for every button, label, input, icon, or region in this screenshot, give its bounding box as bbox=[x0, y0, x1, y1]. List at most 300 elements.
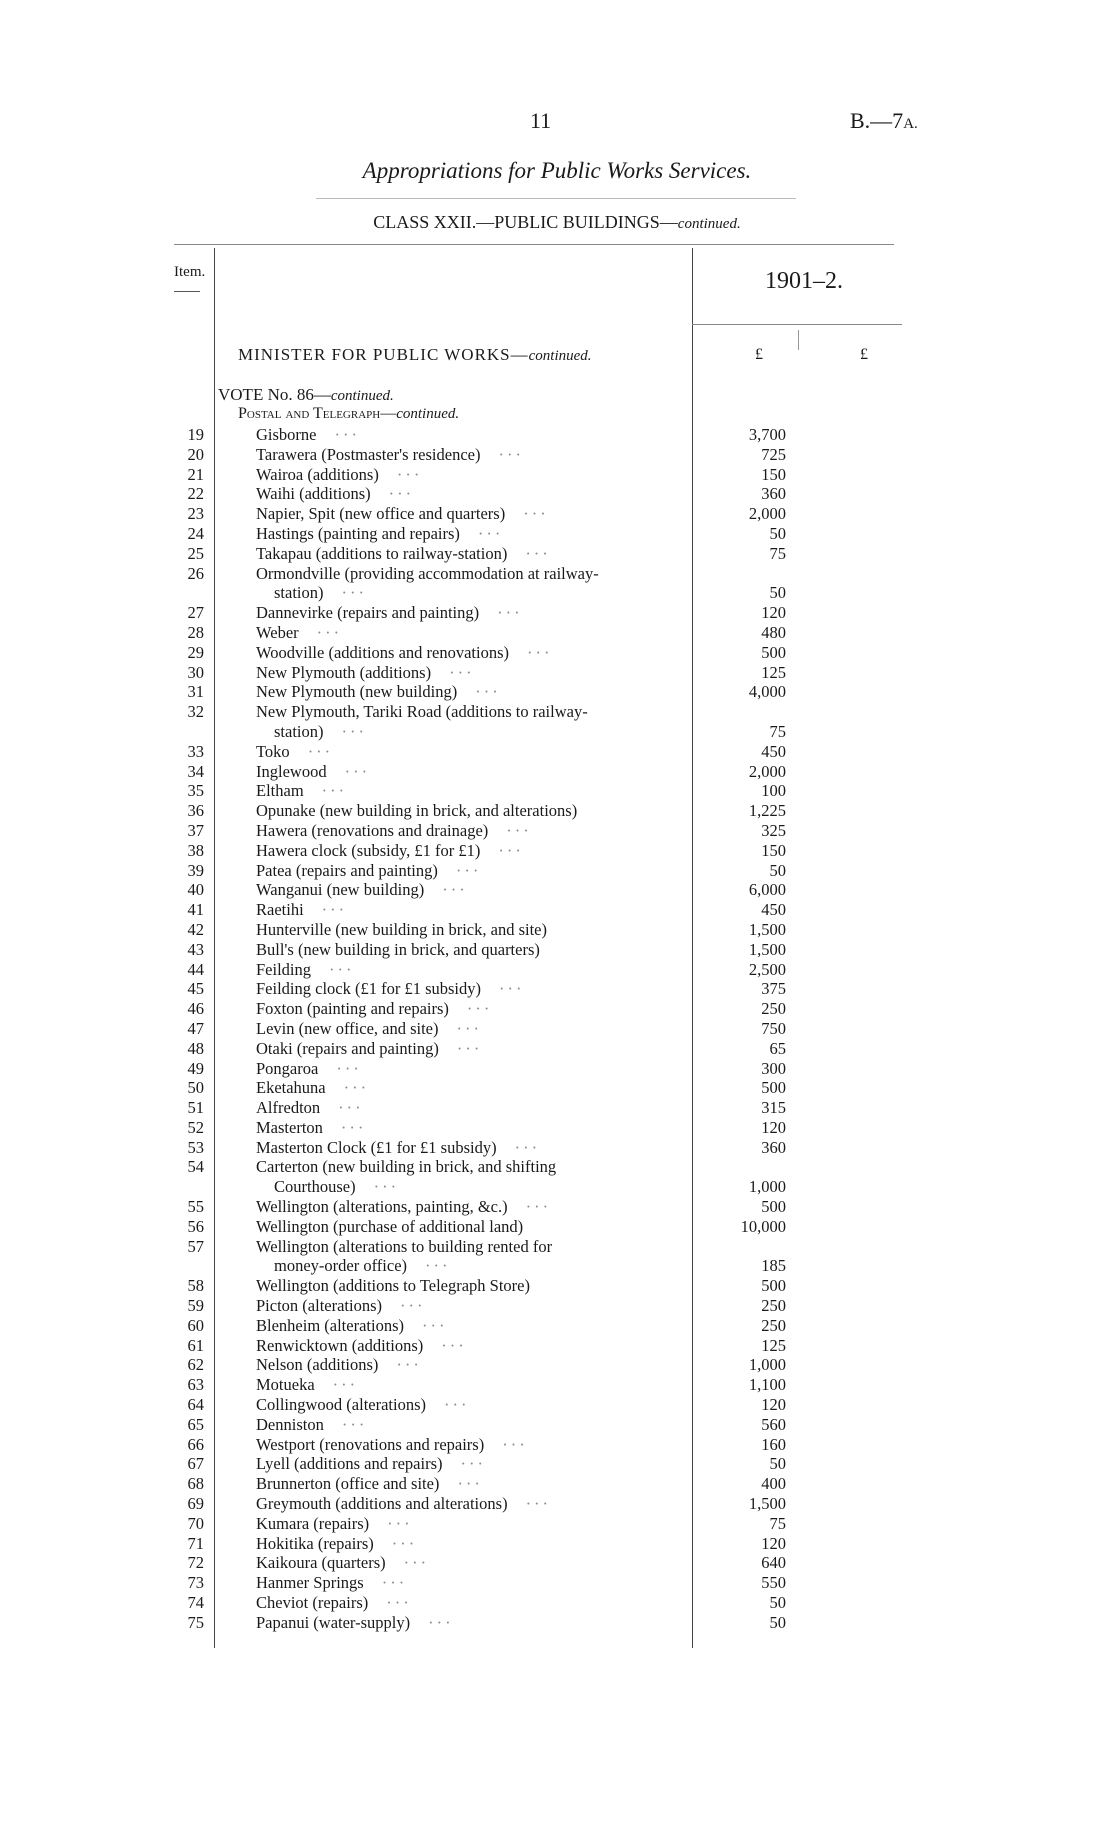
year-header-rule bbox=[692, 324, 902, 325]
table-row bbox=[0, 1395, 1114, 1415]
item-description bbox=[256, 544, 688, 564]
item-description-text: Hawera (renovations and drainage) bbox=[256, 820, 489, 840]
item-number: 27 bbox=[187, 603, 204, 623]
item-amount: 500 bbox=[761, 642, 786, 662]
table-row bbox=[0, 979, 1114, 999]
subsection-heading bbox=[238, 405, 459, 423]
class-title-text: CLASS XXII.—PUBLIC BUILDINGS— bbox=[373, 212, 678, 232]
item-description bbox=[256, 1078, 688, 1098]
table-row bbox=[0, 1593, 1114, 1613]
leader-dots: ··· bbox=[422, 1315, 448, 1335]
table-row bbox=[0, 702, 1114, 742]
leader-dots: ··· bbox=[506, 820, 532, 840]
item-amount: 725 bbox=[761, 444, 786, 464]
item-number: 43 bbox=[187, 939, 204, 959]
item-description bbox=[256, 504, 688, 524]
item-description bbox=[256, 1177, 688, 1197]
leader-dots: ··· bbox=[525, 1197, 552, 1217]
item-amount: 150 bbox=[761, 464, 786, 484]
item-description bbox=[256, 425, 688, 445]
item-description bbox=[256, 1138, 688, 1158]
item-description bbox=[256, 1296, 688, 1316]
item-description bbox=[256, 1118, 688, 1138]
item-description-text: Feilding clock (£1 for £1 subsidy) bbox=[256, 979, 482, 999]
item-number: 31 bbox=[187, 682, 204, 702]
item-description-text: Courthouse) bbox=[274, 1177, 356, 1197]
item-description-text: Carterton (new building in brick, and shifting bbox=[256, 1157, 557, 1177]
table-row bbox=[0, 564, 1114, 604]
item-description-text: Hanmer Springs bbox=[256, 1573, 364, 1593]
item-amount: 125 bbox=[761, 1335, 786, 1355]
leader-dots: ··· bbox=[498, 444, 524, 464]
subsection-heading-continued: continued. bbox=[396, 406, 460, 422]
item-description-text: Motueka bbox=[256, 1375, 315, 1395]
item-description-text: Westport (renovations and repairs) bbox=[256, 1434, 485, 1454]
item-description-text: Takapau (additions to railway-station) bbox=[256, 543, 508, 563]
item-number: 62 bbox=[187, 1355, 204, 1375]
leader-dots: ··· bbox=[341, 583, 367, 603]
table-row bbox=[0, 643, 1114, 663]
item-number: 22 bbox=[187, 484, 204, 504]
leader-dots: ··· bbox=[336, 1058, 362, 1078]
table-row bbox=[0, 742, 1114, 762]
leader-dots: ··· bbox=[425, 1256, 451, 1276]
appropriation-table-body bbox=[0, 425, 1114, 1633]
item-description bbox=[256, 742, 688, 762]
item-description-text: Picton (alterations) bbox=[256, 1296, 383, 1316]
item-description-text: Wellington (alterations to building rented for bbox=[256, 1236, 553, 1256]
minister-heading-continued: continued. bbox=[528, 348, 592, 364]
item-number: 49 bbox=[187, 1058, 204, 1078]
item-description-text: Wellington (alterations, painting, &c.) bbox=[256, 1197, 508, 1217]
item-number: 38 bbox=[187, 840, 204, 860]
table-row bbox=[0, 801, 1114, 821]
item-description-text: Nelson (additions) bbox=[256, 1355, 379, 1375]
item-description-text: Waihi (additions) bbox=[256, 484, 371, 504]
item-amount: 120 bbox=[761, 603, 786, 623]
page-number: 11 bbox=[530, 108, 552, 133]
item-description bbox=[256, 445, 688, 465]
item-description bbox=[256, 841, 688, 861]
table-row bbox=[0, 1355, 1114, 1375]
item-amount: 50 bbox=[769, 523, 786, 543]
leader-dots: ··· bbox=[321, 781, 348, 801]
minister-heading bbox=[238, 345, 592, 365]
item-description bbox=[256, 762, 688, 782]
currency-symbol-total: £ bbox=[860, 346, 868, 363]
item-amount: 1,500 bbox=[748, 939, 786, 959]
item-header-rule bbox=[174, 291, 200, 292]
item-description-text: Wanganui (new building) bbox=[256, 880, 425, 900]
table-row bbox=[0, 940, 1114, 960]
item-number: 24 bbox=[187, 523, 204, 543]
item-description-text: Eltham bbox=[256, 781, 304, 801]
item-description-text: Kaikoura (quarters) bbox=[256, 1553, 386, 1573]
table-row bbox=[0, 1494, 1114, 1514]
leader-dots: ··· bbox=[466, 999, 493, 1019]
item-number: 75 bbox=[187, 1612, 204, 1632]
item-number: 55 bbox=[187, 1197, 204, 1217]
leader-dots: ··· bbox=[475, 682, 501, 702]
item-amount: 1,000 bbox=[748, 1355, 786, 1375]
item-description bbox=[256, 524, 688, 544]
item-number: 74 bbox=[187, 1593, 204, 1613]
table-row bbox=[0, 544, 1114, 564]
table-row bbox=[0, 1296, 1114, 1316]
item-description bbox=[256, 465, 688, 485]
item-description bbox=[256, 1316, 688, 1336]
item-description-text: Greymouth (additions and alterations) bbox=[256, 1494, 508, 1514]
item-description bbox=[256, 920, 688, 940]
item-description-text: Alfredton bbox=[256, 1098, 321, 1118]
leader-dots: ··· bbox=[428, 1612, 454, 1632]
table-row bbox=[0, 1138, 1114, 1158]
document-reference-suffix: A. bbox=[903, 116, 918, 132]
item-number: 71 bbox=[187, 1533, 204, 1553]
item-number: 66 bbox=[187, 1434, 204, 1454]
table-row bbox=[0, 623, 1114, 643]
table-row bbox=[0, 1514, 1114, 1534]
item-description-text: money-order office) bbox=[274, 1256, 408, 1276]
amount-column-divider bbox=[798, 330, 799, 350]
item-amount: 250 bbox=[761, 999, 786, 1019]
table-row bbox=[0, 1276, 1114, 1296]
item-description bbox=[256, 1336, 688, 1356]
item-description-text: Patea (repairs and painting) bbox=[256, 860, 438, 880]
table-row bbox=[0, 1078, 1114, 1098]
table-row bbox=[0, 1415, 1114, 1435]
leader-dots: ··· bbox=[340, 1117, 367, 1137]
item-amount: 325 bbox=[761, 820, 786, 840]
item-number: 41 bbox=[187, 900, 204, 920]
vote-heading-text: VOTE No. 86— bbox=[218, 385, 331, 404]
item-description-text: Feilding bbox=[256, 959, 312, 979]
leader-dots: ··· bbox=[373, 1177, 400, 1197]
item-description-text: Levin (new office, and site) bbox=[256, 1018, 439, 1038]
item-description-text: Napier, Spit (new office and quarters) bbox=[256, 504, 506, 524]
item-amount: 1,100 bbox=[748, 1375, 786, 1395]
table-row bbox=[0, 1217, 1114, 1237]
item-number: 21 bbox=[187, 464, 204, 484]
item-number: 45 bbox=[187, 979, 204, 999]
item-description bbox=[256, 1613, 688, 1633]
leader-dots: ··· bbox=[396, 464, 423, 484]
item-description bbox=[256, 1157, 688, 1177]
item-number: 50 bbox=[187, 1078, 204, 1098]
item-description-text: Brunnerton (office and site) bbox=[256, 1474, 440, 1494]
item-number: 60 bbox=[187, 1315, 204, 1335]
item-amount: 4,000 bbox=[748, 682, 786, 702]
item-description-text: Hastings (painting and repairs) bbox=[256, 523, 460, 543]
item-description bbox=[256, 583, 688, 603]
table-row bbox=[0, 821, 1114, 841]
item-number: 70 bbox=[187, 1513, 204, 1533]
item-number: 44 bbox=[187, 959, 204, 979]
item-description bbox=[256, 1355, 688, 1375]
item-description bbox=[256, 1573, 688, 1593]
item-description bbox=[256, 1514, 688, 1534]
leader-dots: ··· bbox=[321, 900, 348, 920]
leader-dots: ··· bbox=[523, 504, 549, 524]
item-description-text: Opunake (new building in brick, and alterations) bbox=[256, 801, 578, 821]
item-amount: 10,000 bbox=[740, 1216, 786, 1236]
leader-dots: ··· bbox=[525, 543, 551, 563]
item-number: 72 bbox=[187, 1553, 204, 1573]
item-amount: 450 bbox=[761, 741, 786, 761]
item-description bbox=[256, 1454, 688, 1474]
item-description-text: Dannevirke (repairs and painting) bbox=[256, 603, 480, 623]
subsection-heading-text: Postal and Telegraph— bbox=[238, 405, 397, 422]
item-amount: 1,500 bbox=[748, 919, 786, 939]
item-number: 68 bbox=[187, 1474, 204, 1494]
table-row bbox=[0, 484, 1114, 504]
item-description bbox=[256, 1276, 688, 1296]
item-number: 63 bbox=[187, 1375, 204, 1395]
item-amount: 360 bbox=[761, 1137, 786, 1157]
table-row bbox=[0, 524, 1114, 544]
item-description bbox=[256, 1256, 688, 1276]
leader-dots: ··· bbox=[316, 622, 343, 642]
item-number: 64 bbox=[187, 1395, 204, 1415]
item-number: 30 bbox=[187, 662, 204, 682]
item-description-text: Wairoa (additions) bbox=[256, 464, 379, 484]
item-amount: 75 bbox=[769, 1513, 786, 1533]
leader-dots: ··· bbox=[444, 1395, 470, 1415]
item-description bbox=[256, 1553, 688, 1573]
item-number: 26 bbox=[187, 563, 204, 583]
table-row bbox=[0, 465, 1114, 485]
leader-dots: ··· bbox=[499, 979, 525, 999]
table-row bbox=[0, 880, 1114, 900]
table-row bbox=[0, 762, 1114, 782]
item-amount: 150 bbox=[761, 840, 786, 860]
leader-dots: ··· bbox=[381, 1573, 408, 1593]
item-amount: 65 bbox=[769, 1038, 786, 1058]
minister-heading-text: MINISTER FOR PUBLIC WORKS— bbox=[238, 345, 529, 364]
table-row bbox=[0, 1613, 1114, 1633]
table-row bbox=[0, 445, 1114, 465]
table-row bbox=[0, 1059, 1114, 1079]
item-description-text: Bull's (new building in brick, and quarters) bbox=[256, 939, 540, 959]
table-row bbox=[0, 425, 1114, 445]
item-amount: 120 bbox=[761, 1533, 786, 1553]
item-amount: 50 bbox=[769, 583, 786, 603]
item-description bbox=[256, 1039, 688, 1059]
item-description bbox=[256, 623, 688, 643]
table-row bbox=[0, 1553, 1114, 1573]
item-description-text: Collingwood (alterations) bbox=[256, 1395, 427, 1415]
table-row bbox=[0, 603, 1114, 623]
item-description bbox=[256, 999, 688, 1019]
item-description-text: Lyell (additions and repairs) bbox=[256, 1454, 443, 1474]
leader-dots: ··· bbox=[525, 1494, 552, 1514]
leader-dots: ··· bbox=[341, 1414, 368, 1434]
table-row bbox=[0, 663, 1114, 683]
leader-dots: ··· bbox=[403, 1553, 430, 1573]
item-description-text: Masterton bbox=[256, 1117, 323, 1137]
table-row bbox=[0, 1237, 1114, 1277]
table-row bbox=[0, 900, 1114, 920]
item-amount: 500 bbox=[761, 1197, 786, 1217]
item-description bbox=[256, 821, 688, 841]
item-amount: 250 bbox=[761, 1296, 786, 1316]
item-description-text: Hokitika (repairs) bbox=[256, 1533, 374, 1553]
table-row bbox=[0, 1435, 1114, 1455]
item-description bbox=[256, 1395, 688, 1415]
leader-dots: ··· bbox=[441, 1335, 467, 1355]
table-row bbox=[0, 682, 1114, 702]
item-description-text: Toko bbox=[256, 741, 290, 761]
item-amount: 50 bbox=[769, 860, 786, 880]
leader-dots: ··· bbox=[387, 1513, 413, 1533]
leader-dots: ··· bbox=[329, 959, 355, 979]
item-description bbox=[256, 940, 688, 960]
leader-dots: ··· bbox=[341, 721, 367, 741]
item-description-text: Kumara (repairs) bbox=[256, 1513, 370, 1533]
item-description-text: station) bbox=[274, 721, 324, 741]
document-reference bbox=[850, 108, 918, 134]
leader-dots: ··· bbox=[502, 1434, 528, 1454]
item-amount: 160 bbox=[761, 1434, 786, 1454]
leader-dots: ··· bbox=[455, 860, 482, 880]
item-number: 20 bbox=[187, 444, 204, 464]
item-description bbox=[256, 564, 688, 584]
item-number: 37 bbox=[187, 820, 204, 840]
item-number: 34 bbox=[187, 761, 204, 781]
item-description-text: Wellington (additions to Telegraph Store) bbox=[256, 1276, 530, 1296]
leader-dots: ··· bbox=[497, 603, 523, 623]
item-number: 52 bbox=[187, 1117, 204, 1137]
leader-dots: ··· bbox=[514, 1137, 541, 1157]
table-row bbox=[0, 841, 1114, 861]
item-amount: 75 bbox=[769, 721, 786, 741]
class-title bbox=[0, 212, 1114, 233]
item-description-text: Raetihi bbox=[256, 900, 304, 920]
item-description bbox=[256, 861, 688, 881]
item-number: 59 bbox=[187, 1296, 204, 1316]
item-description bbox=[256, 781, 688, 801]
leader-dots: ··· bbox=[332, 1375, 359, 1395]
item-amount: 550 bbox=[761, 1573, 786, 1593]
item-description bbox=[256, 702, 688, 722]
item-description bbox=[256, 722, 688, 742]
leader-dots: ··· bbox=[456, 1018, 482, 1038]
item-amount: 315 bbox=[761, 1098, 786, 1118]
item-description-text: New Plymouth (new building) bbox=[256, 682, 458, 702]
leader-dots: ··· bbox=[456, 1038, 483, 1058]
leader-dots: ··· bbox=[344, 761, 371, 781]
item-description-text: New Plymouth (additions) bbox=[256, 662, 432, 682]
table-top-rule bbox=[174, 244, 894, 245]
item-description bbox=[256, 1237, 688, 1257]
item-description-text: Hunterville (new building in brick, and site) bbox=[256, 919, 547, 939]
table-row bbox=[0, 920, 1114, 940]
item-description bbox=[256, 1534, 688, 1554]
item-description bbox=[256, 1375, 688, 1395]
table-row bbox=[0, 1474, 1114, 1494]
item-number: 33 bbox=[187, 741, 204, 761]
table-row bbox=[0, 1336, 1114, 1356]
item-amount: 640 bbox=[761, 1553, 786, 1573]
item-number: 25 bbox=[187, 543, 204, 563]
item-number: 19 bbox=[187, 425, 204, 444]
year-column-header: 1901–2. bbox=[765, 268, 843, 294]
item-amount: 120 bbox=[761, 1117, 786, 1137]
table-row bbox=[0, 960, 1114, 980]
item-description-text: Ormondville (providing accommodation at railway- bbox=[256, 563, 599, 583]
item-number: 58 bbox=[187, 1276, 204, 1296]
item-number: 35 bbox=[187, 781, 204, 801]
item-description-text: Foxton (painting and repairs) bbox=[256, 999, 449, 1019]
item-amount: 50 bbox=[769, 1593, 786, 1613]
item-amount: 1,500 bbox=[748, 1494, 786, 1514]
item-description bbox=[256, 663, 688, 683]
item-amount: 480 bbox=[761, 622, 786, 642]
item-amount: 1,225 bbox=[748, 801, 786, 821]
item-description-text: Otaki (repairs and painting) bbox=[256, 1038, 439, 1058]
currency-symbol-amount: £ bbox=[755, 346, 763, 363]
item-number: 51 bbox=[187, 1098, 204, 1118]
table-row bbox=[0, 1019, 1114, 1039]
item-description-text: Blenheim (alterations) bbox=[256, 1315, 404, 1335]
item-description-text: Weber bbox=[256, 622, 299, 642]
leader-dots: ··· bbox=[334, 425, 360, 444]
item-description-text: station) bbox=[274, 583, 324, 603]
leader-dots: ··· bbox=[527, 642, 553, 662]
item-number: 23 bbox=[187, 504, 204, 524]
item-description-text: Masterton Clock (£1 for £1 subsidy) bbox=[256, 1137, 497, 1157]
leader-dots: ··· bbox=[498, 840, 524, 860]
item-amount: 560 bbox=[761, 1414, 786, 1434]
item-description-text: Renwicktown (additions) bbox=[256, 1335, 424, 1355]
table-row bbox=[0, 504, 1114, 524]
table-row bbox=[0, 781, 1114, 801]
table-row bbox=[0, 1039, 1114, 1059]
item-number: 42 bbox=[187, 919, 204, 939]
item-description bbox=[256, 801, 688, 821]
item-description bbox=[256, 603, 688, 623]
item-number: 67 bbox=[187, 1454, 204, 1474]
item-description-text: Hawera clock (subsidy, £1 for £1) bbox=[256, 840, 481, 860]
item-amount: 2,000 bbox=[748, 504, 786, 524]
item-number: 54 bbox=[187, 1157, 204, 1177]
item-description bbox=[256, 1059, 688, 1079]
title-rule bbox=[316, 198, 796, 199]
item-description bbox=[256, 682, 688, 702]
leader-dots: ··· bbox=[457, 1474, 483, 1494]
item-description bbox=[256, 1474, 688, 1494]
item-amount: 50 bbox=[769, 1454, 786, 1474]
table-row bbox=[0, 1098, 1114, 1118]
item-number: 32 bbox=[187, 702, 204, 722]
item-amount: 500 bbox=[761, 1276, 786, 1296]
item-number: 65 bbox=[187, 1414, 204, 1434]
table-row bbox=[0, 1375, 1114, 1395]
item-description-text: Eketahuna bbox=[256, 1078, 326, 1098]
item-description bbox=[256, 1593, 688, 1613]
item-number: 61 bbox=[187, 1335, 204, 1355]
leader-dots: ··· bbox=[388, 484, 415, 504]
item-description bbox=[256, 484, 688, 504]
item-column-header: Item. bbox=[174, 264, 206, 280]
table-row bbox=[0, 1157, 1114, 1197]
item-description bbox=[256, 979, 688, 999]
item-description-text: Wellington (purchase of additional land) bbox=[256, 1216, 524, 1236]
item-amount: 2,000 bbox=[748, 761, 786, 781]
item-description bbox=[256, 900, 688, 920]
item-description bbox=[256, 1098, 688, 1118]
leader-dots: ··· bbox=[460, 1454, 486, 1474]
